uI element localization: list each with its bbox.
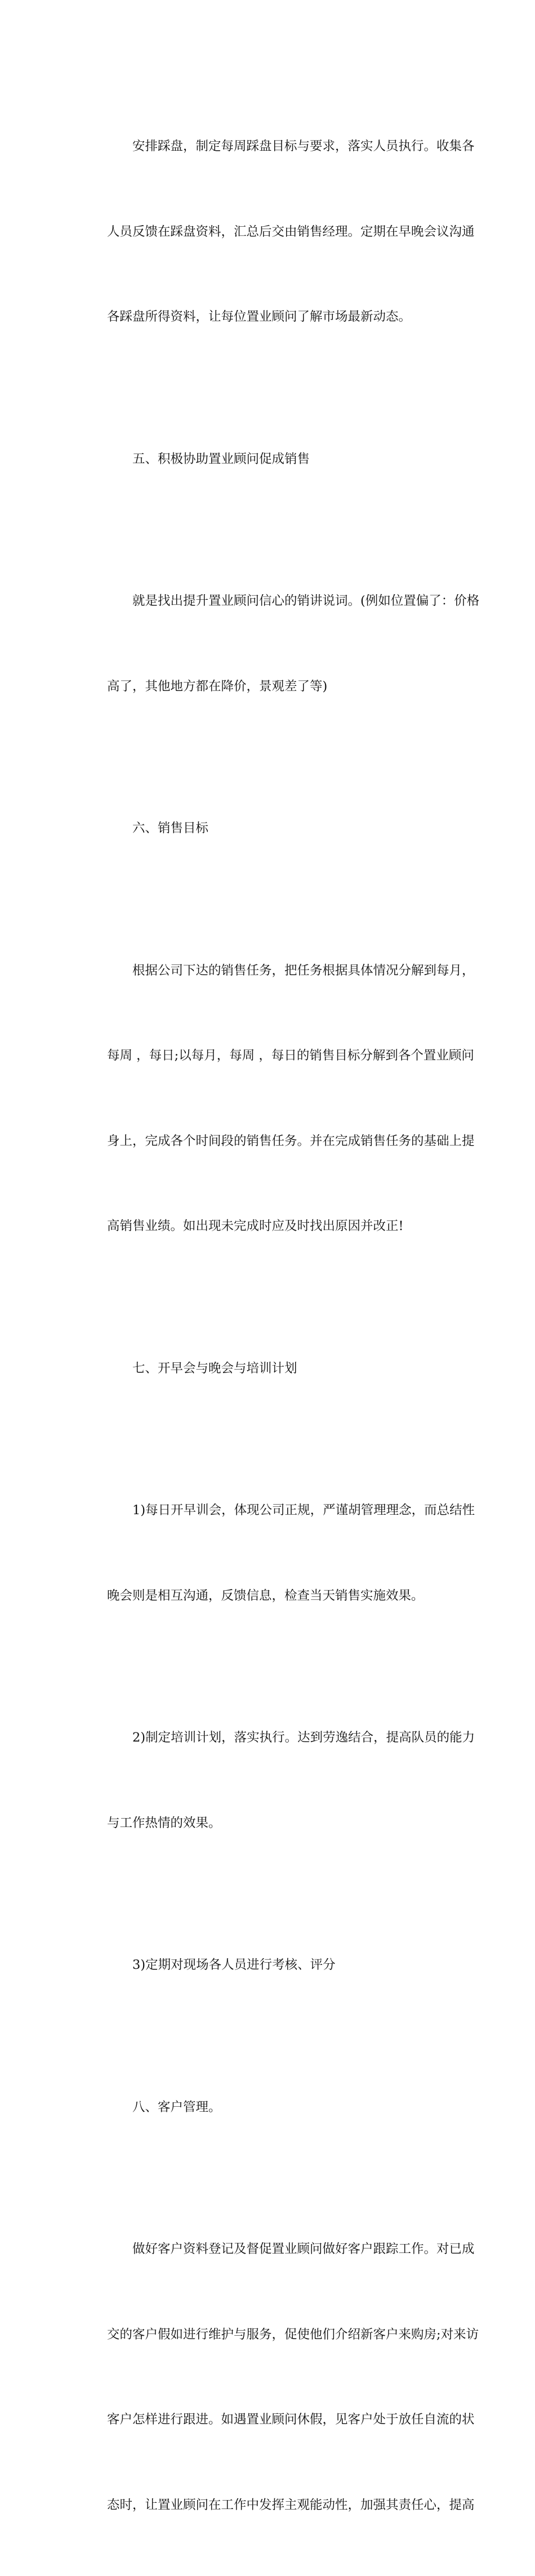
text-line: 与工作热情的效果。 <box>107 1815 221 1830</box>
text-line: 客户怎样进行跟进。如遇置业顾问休假，见客户处于放任自流的状 <box>107 2412 475 2427</box>
text-line: 根据公司下达的销售任务，把任务根据具体情况分解到每月， <box>132 963 475 978</box>
paragraph-item-2 <box>82 1667 475 1894</box>
paragraph-item-3 <box>82 1894 456 2036</box>
heading-line: 五、积极协助置业顾问促成销售 <box>132 451 310 466</box>
paragraph-item-1 <box>82 1439 475 1667</box>
text-line: 身上，完成各个时间段的销售任务。并在完成销售任务的基础上提 <box>107 1133 475 1148</box>
paragraph-sales-pitch <box>82 530 480 757</box>
section-heading-7 <box>82 1298 456 1440</box>
text-line: 做好客户资料登记及督促置业顾问做好客户跟踪工作。对已成 <box>132 2242 475 2256</box>
paragraph-customer-management <box>82 2178 479 2576</box>
text-line: 晚会则是相互沟通，反馈信息，检查当天销售实施效果。 <box>107 1588 424 1603</box>
text-line: 就是找出提升置业顾问信心的销讲说词。(例如位置偏了：价格 <box>132 594 480 608</box>
text-line: 每周 ，每日;以每月，每周 ，每日的销售目标分解到各个置业顾问 <box>107 1048 474 1063</box>
paragraph-sales-target <box>82 900 475 1298</box>
text-line: 3)定期对现场各人员进行考核、评分 <box>132 1958 336 1972</box>
heading-line: 七、开早会与晚会与培训计划 <box>132 1361 297 1376</box>
document-page <box>82 75 480 2576</box>
text-line: 态时，让置业顾问在工作中发挥主观能动性，加强其责任心，提高 <box>107 2497 475 2512</box>
paragraph-site-survey <box>82 75 475 388</box>
section-heading-5 <box>82 388 456 531</box>
text-line: 高销售业绩。如出现未完成时应及时找出原因并改正! <box>107 1219 404 1233</box>
text-line: 交的客户假如进行维护与服务，促使他们介绍新客户来购房;对来访 <box>107 2327 479 2342</box>
heading-line: 六、销售目标 <box>132 821 209 836</box>
heading-line: 八、客户管理。 <box>132 2099 221 2115</box>
section-heading-6 <box>82 757 456 900</box>
section-heading-8 <box>82 2036 456 2179</box>
text-line: 1)每日开早训会，体现公司正规，严谨胡管理理念，而总结性 <box>132 1503 475 1518</box>
text-line: 2)制定培训计划，落实执行。达到劳逸结合，提高队员的能力 <box>132 1730 475 1745</box>
text-line: 高了，其他地方都在降价，景观差了等) <box>107 679 328 694</box>
text-line: 人员反馈在踩盘资料，汇总后交由销售经理。定期在早晚会议沟通 <box>107 224 475 239</box>
text-line: 各踩盘所得资料，让每位置业顾问了解市场最新动态。 <box>107 309 412 324</box>
text-line: 安排踩盘，制定每周踩盘目标与要求，落实人员执行。收集各 <box>132 139 475 154</box>
